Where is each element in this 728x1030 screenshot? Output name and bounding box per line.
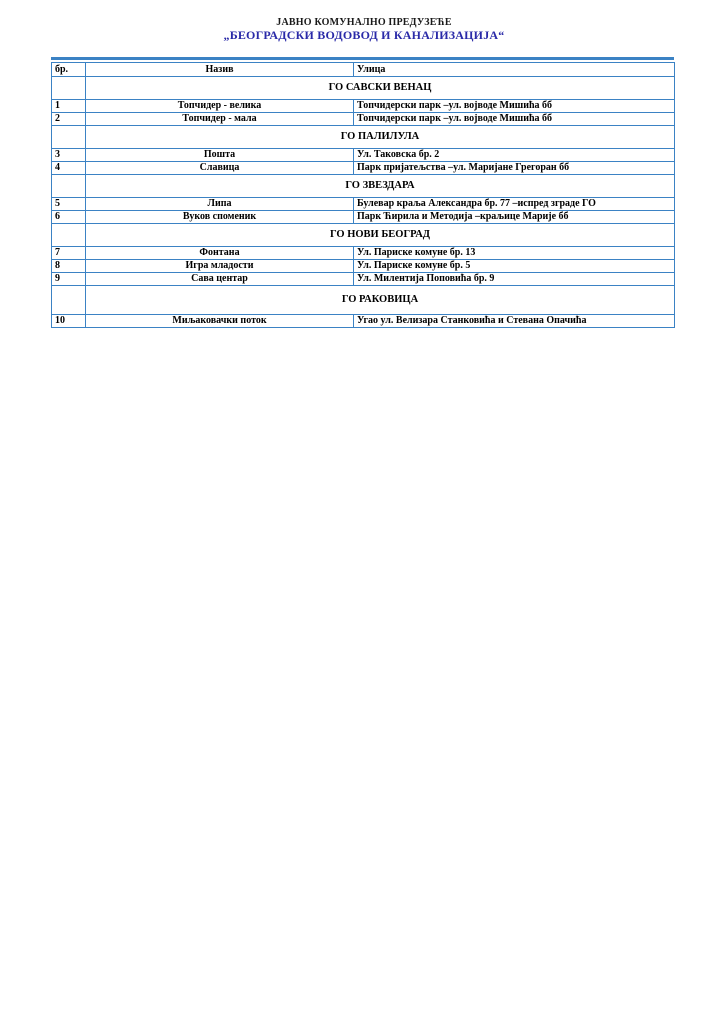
row-name: Липа xyxy=(86,198,354,211)
section-row xyxy=(52,224,675,247)
row-street: Угао ул. Велизара Станковића и Стевана Опачића xyxy=(354,315,675,328)
section-spacer xyxy=(52,224,86,247)
row-street: Парк пријатељства –ул. Маријане Грегоран бб xyxy=(354,162,675,175)
row-name: Славица xyxy=(86,162,354,175)
row-street: Парк Ћирила и Методија –краљице Марије бб xyxy=(354,211,675,224)
row-number: 8 xyxy=(52,260,86,273)
column-header-number: бр. xyxy=(52,63,86,77)
table-row xyxy=(52,315,675,328)
row-name: Игра младости xyxy=(86,260,354,273)
table-header-row xyxy=(52,63,675,77)
table-row xyxy=(52,211,675,224)
document-header xyxy=(0,17,728,42)
row-number: 1 xyxy=(52,100,86,113)
fountains-table xyxy=(51,62,675,328)
row-name: Миљаковачки поток xyxy=(86,315,354,328)
column-header-name: Назив xyxy=(86,63,354,77)
section-row xyxy=(52,126,675,149)
row-street: Булевар краља Александра бр. 77 –испред зграде ГО xyxy=(354,198,675,211)
row-number: 9 xyxy=(52,273,86,286)
table-row xyxy=(52,260,675,273)
section-spacer xyxy=(52,126,86,149)
organization-name: ЈАВНО КОМУНАЛНО ПРЕДУЗЕЋЕ xyxy=(276,17,452,28)
table-row xyxy=(52,100,675,113)
section-title: ГО РАКОВИЦА xyxy=(86,286,675,315)
section-title: ГО САВСКИ ВЕНАЦ xyxy=(86,77,675,100)
row-name: Топчидер - велика xyxy=(86,100,354,113)
row-number: 5 xyxy=(52,198,86,211)
row-name: Фонтана xyxy=(86,247,354,260)
table-row xyxy=(52,273,675,286)
row-name: Сава центар xyxy=(86,273,354,286)
section-row xyxy=(52,175,675,198)
row-number: 6 xyxy=(52,211,86,224)
row-street: Ул. Париске комуне бр. 5 xyxy=(354,260,675,273)
row-street: Топчидерски парк –ул. војводе Мишића бб xyxy=(354,100,675,113)
row-number: 3 xyxy=(52,149,86,162)
table-row xyxy=(52,247,675,260)
row-street: Ул. Париске комуне бр. 13 xyxy=(354,247,675,260)
section-title: ГО НОВИ БЕОГРАД xyxy=(86,224,675,247)
company-name: „БЕОГРАДСКИ ВОДОВОД И КАНАЛИЗАЦИЈА“ xyxy=(223,28,505,42)
row-street: Топчидерски парк –ул. војводе Мишића бб xyxy=(354,113,675,126)
section-spacer xyxy=(52,286,86,315)
table-row xyxy=(52,149,675,162)
table-row xyxy=(52,198,675,211)
table-row xyxy=(52,113,675,126)
row-name: Топчидер - мала xyxy=(86,113,354,126)
section-spacer xyxy=(52,175,86,198)
section-row xyxy=(52,286,675,315)
row-street: Ул. Таковска бр. 2 xyxy=(354,149,675,162)
row-number: 4 xyxy=(52,162,86,175)
column-header-street: Улица xyxy=(354,63,675,77)
row-number: 7 xyxy=(52,247,86,260)
row-name: Пошта xyxy=(86,149,354,162)
section-title: ГО ЗВЕЗДАРА xyxy=(86,175,675,198)
section-spacer xyxy=(52,77,86,100)
row-number: 10 xyxy=(52,315,86,328)
row-number: 2 xyxy=(52,113,86,126)
row-name: Вуков споменик xyxy=(86,211,354,224)
section-row xyxy=(52,77,675,100)
row-street: Ул. Милентија Поповића бр. 9 xyxy=(354,273,675,286)
header-divider xyxy=(51,57,674,60)
table-row xyxy=(52,162,675,175)
section-title: ГО ПАЛИЛУЛА xyxy=(86,126,675,149)
